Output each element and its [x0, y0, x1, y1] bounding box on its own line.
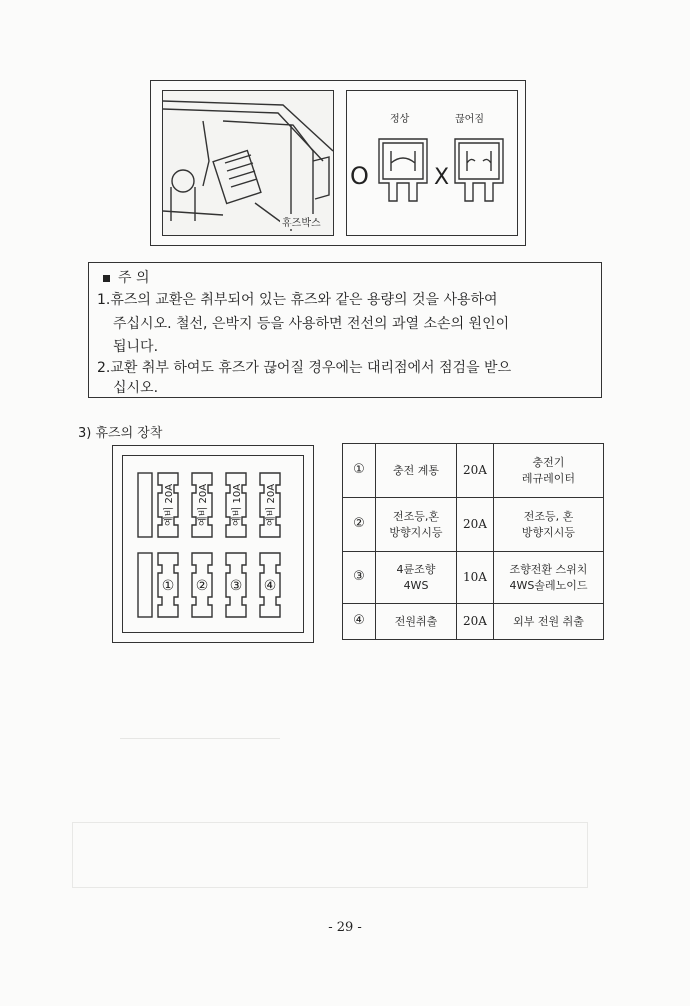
fuse-comparison-panel — [346, 90, 518, 236]
fuse-circuit: 전원취출 — [376, 604, 457, 640]
fuse-circuit: 4륜조향 4WS — [376, 552, 457, 604]
caution-box — [88, 262, 602, 398]
spare-fuse — [158, 473, 178, 537]
caution-line-5: 십시오. — [113, 380, 159, 396]
caution-line-1: 1.휴즈의 교환은 취부되어 있는 휴즈와 같은 용량의 것을 사용하여 — [97, 292, 498, 308]
fuse-rating: 10A — [457, 552, 494, 604]
fuse-remark: 전조등, 혼 방향지시등 — [494, 498, 604, 552]
page-number: - 29 - — [328, 920, 362, 935]
fuse-rating: 20A — [457, 498, 494, 552]
broken-fuse-label: 끊어짐 — [455, 114, 484, 125]
fuse-number: ② — [343, 498, 376, 552]
table-row — [343, 552, 604, 604]
normal-fuse-label: 정상 — [390, 114, 410, 125]
fuse-remark: 조향전환 스위치 4WS솔레노이드 — [494, 552, 604, 604]
fuse-slot-number: ④ — [263, 578, 277, 594]
table-row — [343, 444, 604, 498]
spare-fuse-label: 예비 10A — [232, 483, 243, 527]
caution-line-2: 주십시오. 철선, 은박지 등을 사용하면 전선의 과열 소손의 원인이 — [113, 316, 510, 332]
spare-fuse — [192, 473, 212, 537]
fuse-slot — [192, 553, 212, 617]
spare-fuse-label: 예비 20A — [198, 483, 209, 527]
table-row — [343, 498, 604, 552]
caution-title: 주 의 — [118, 270, 150, 286]
caution-title-row — [103, 267, 150, 287]
fuse-rating: 20A — [457, 444, 494, 498]
spare-fuse-label: 예비 20A — [266, 483, 277, 527]
caution-line-4: 2.교환 취부 하여도 휴즈가 끊어질 경우에는 대리점에서 점검을 받으 — [97, 360, 512, 376]
bleed-through-mark — [120, 712, 280, 739]
fuse-slot — [260, 553, 280, 617]
square-bullet-icon — [103, 275, 110, 282]
fuse-circuit: 충전 계통 — [376, 444, 457, 498]
fuse-remark: 충전기 레규레이터 — [494, 444, 604, 498]
section-title: 3) 휴즈의 장착 — [78, 426, 163, 441]
bad-mark: X — [434, 165, 450, 190]
fuse-number: ③ — [343, 552, 376, 604]
fuse-box-diagram — [122, 455, 302, 631]
fuse-slot-number: ② — [195, 578, 209, 594]
fuse-number: ① — [343, 444, 376, 498]
spare-fuse-label: 예비 20A — [164, 483, 175, 527]
caution-line-3: 됩니다. — [113, 339, 159, 355]
fuse-remark: 외부 전원 취출 — [494, 604, 604, 640]
bleed-through-mark — [72, 822, 588, 888]
spare-fuse — [260, 473, 280, 537]
fuse-slot-number: ① — [161, 578, 175, 594]
table-row — [343, 604, 604, 640]
fuse-table — [342, 443, 604, 640]
fuse-rating: 20A — [457, 604, 494, 640]
fuse-slot-number: ③ — [229, 578, 243, 594]
fuse-circuit: 전조등,혼 방향지시등 — [376, 498, 457, 552]
fuse-slot — [226, 553, 246, 617]
ok-mark: O — [350, 162, 369, 190]
fuse-number: ④ — [343, 604, 376, 640]
fuse-slot — [158, 553, 178, 617]
spare-fuse — [226, 473, 246, 537]
fusebox-label: 휴즈박스 — [280, 214, 323, 229]
